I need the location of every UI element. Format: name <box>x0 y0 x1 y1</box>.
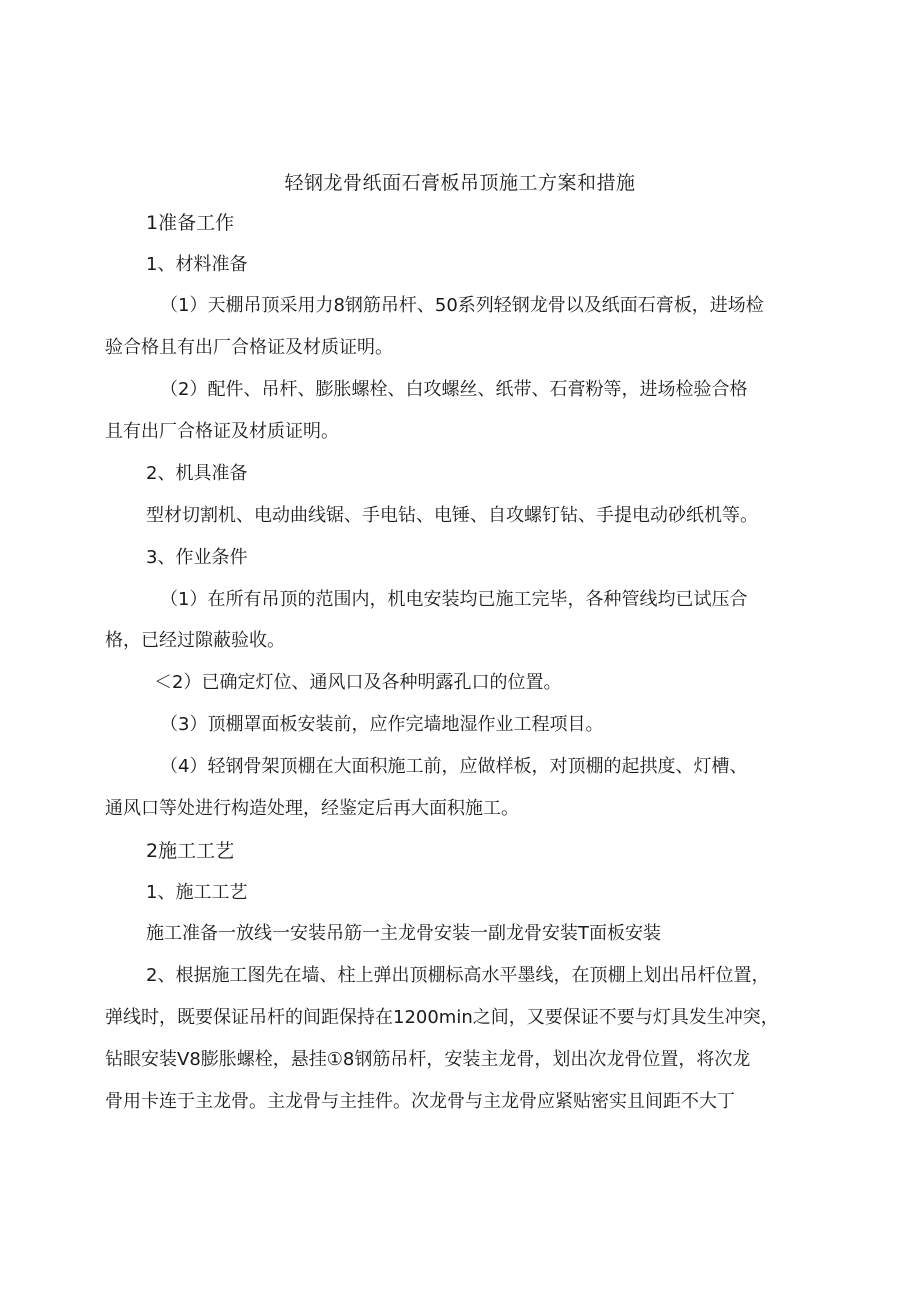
paragraph-line: 2、根据施工图先在墙、柱上弹出顶棚标高水平墨线，在顶棚上划出吊杆位置， <box>146 965 770 986</box>
paragraph-line: 弹线时，既要保证吊杆的间距保持在1200min之间，又要保证不要与灯具发生冲突， <box>105 1007 779 1028</box>
paragraph-line: （2）配件、吊杆、膨胀螺栓、白攻螺丝、纸带、石膏粉等，进场检验合格 <box>160 379 748 400</box>
paragraph-line: 通风口等处进行构造处理，经鉴定后再大面积施工。 <box>105 798 519 819</box>
subheading-conditions: 3、作业条件 <box>146 547 248 568</box>
paragraph-line: （3）顶棚罩面板安装前，应作完墙地湿作业工程项目。 <box>160 714 604 735</box>
subheading-materials: 1、材料准备 <box>146 254 248 275</box>
paragraph-line: 验合格且有出厂合格证及材质证明。 <box>105 337 393 358</box>
section-heading-2: 2施工工艺 <box>146 840 235 862</box>
paragraph-line: 骨用卡连于主龙骨。主龙骨与主挂件。次龙骨与主龙骨应紧贴密实且间距不大丁 <box>105 1091 735 1112</box>
paragraph-line: 且有出厂合格证及材质证明。 <box>105 421 339 442</box>
paragraph-line: 型材切割机、电动曲线锯、手电钻、电锤、自攻螺钉钻、手提电动砂纸机等。 <box>146 505 758 526</box>
page-title: 轻钢龙骨纸面石膏板吊顶施工方案和措施 <box>284 172 636 194</box>
paragraph-line: ＜2）已确定灯位、通风口及各种明露孔口的位置。 <box>154 672 562 693</box>
paragraph-line: 钻眼安装V8膨胀螺栓，悬挂①8钢筋吊杆，安装主龙骨，划出次龙骨位置，将次龙 <box>105 1049 751 1070</box>
subheading-process: 1、施工工艺 <box>146 882 248 903</box>
section-heading-1: 1准备工作 <box>146 212 235 234</box>
paragraph-line: （4）轻钢骨架顶棚在大面积施工前，应做样板，对顶棚的起拱度、灯槽、 <box>160 756 748 777</box>
paragraph-line: 施工准备一放线一安装吊筋一主龙骨安装一副龙骨安装T面板安装 <box>146 923 661 944</box>
paragraph-line: 格，已经过隙蔽验收。 <box>105 630 285 651</box>
paragraph-line: （1）天棚吊顶采用力8钢筋吊杆、50系列轻钢龙骨以及纸面石膏板，进场检 <box>160 295 764 316</box>
subheading-tools: 2、机具准备 <box>146 463 248 484</box>
paragraph-line: （1）在所有吊顶的范围内，机电安装均已施工完毕，各种管线均已试压合 <box>160 589 748 610</box>
